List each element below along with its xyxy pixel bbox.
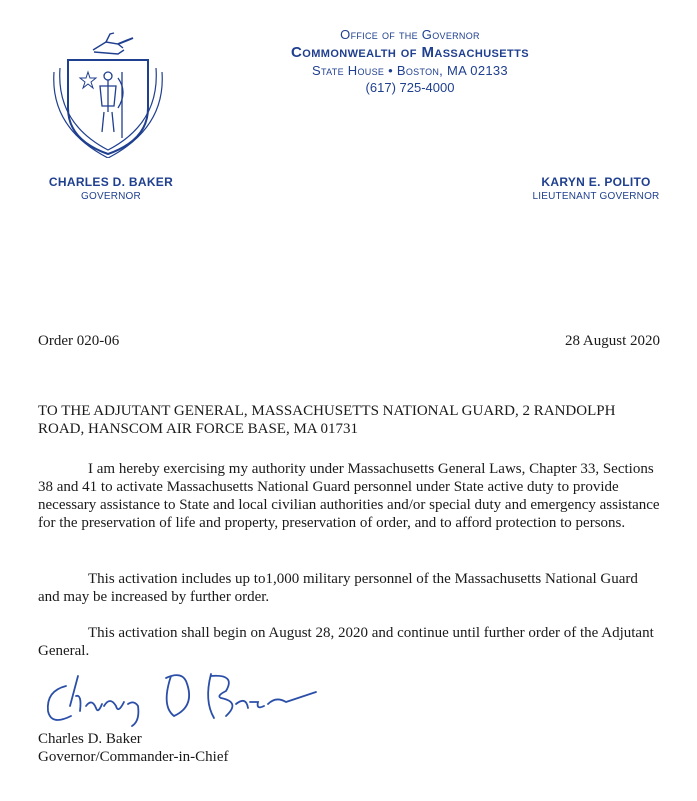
governor-name: CHARLES D. BAKER xyxy=(48,175,174,189)
order-paragraph-3: This activation shall begin on August 28, 2020 and continue until further order of the Adjutant General. xyxy=(38,625,654,659)
office-address: State House • Boston, MA 02133 xyxy=(312,63,508,78)
signer-name: Charles D. Baker xyxy=(38,731,142,747)
lieutenant-governor-block xyxy=(520,175,672,203)
office-phone: (617) 725-4000 xyxy=(365,80,455,95)
governor-title: GOVERNOR xyxy=(81,191,141,202)
handwritten-signature xyxy=(36,666,336,736)
order-number: Order 020-06 xyxy=(38,333,120,349)
governor-block xyxy=(36,175,186,203)
order-date: 28 August 2020 xyxy=(564,333,660,349)
office-title: Office of the Governor xyxy=(340,27,480,42)
massachusetts-seal-icon xyxy=(48,28,168,158)
letterhead xyxy=(270,26,550,96)
order-paragraph-2: This activation includes up to1,000 military personnel of the Massachusetts National Guard and may be increased by further order. xyxy=(38,571,638,605)
order-paragraph-1: I am hereby exercising my authority under Massachusetts General Laws, Chapter 33, Sections 38 and 41 to activate Massachusetts National Guard personnel under State active duty to provide necessary assistance to State and local civilian authorities and/or special duty and emergency assistance for the preservation of life and property, preservation of order, and to afford protection to persons. xyxy=(38,461,660,531)
lieutenant-governor-name: KARYN E. POLITO xyxy=(541,175,651,189)
signer-title: Governor/Commander-in-Chief xyxy=(38,749,229,765)
addressee: TO THE ADJUTANT GENERAL, MASSACHUSETTS NATIONAL GUARD, 2 RANDOLPH ROAD, HANSCOM AIR FORCE BASE, MA 01731 xyxy=(38,403,616,437)
commonwealth-title: Commonwealth of Massachusetts xyxy=(291,44,529,61)
lieutenant-governor-title: LIEUTENANT GOVERNOR xyxy=(532,191,660,202)
